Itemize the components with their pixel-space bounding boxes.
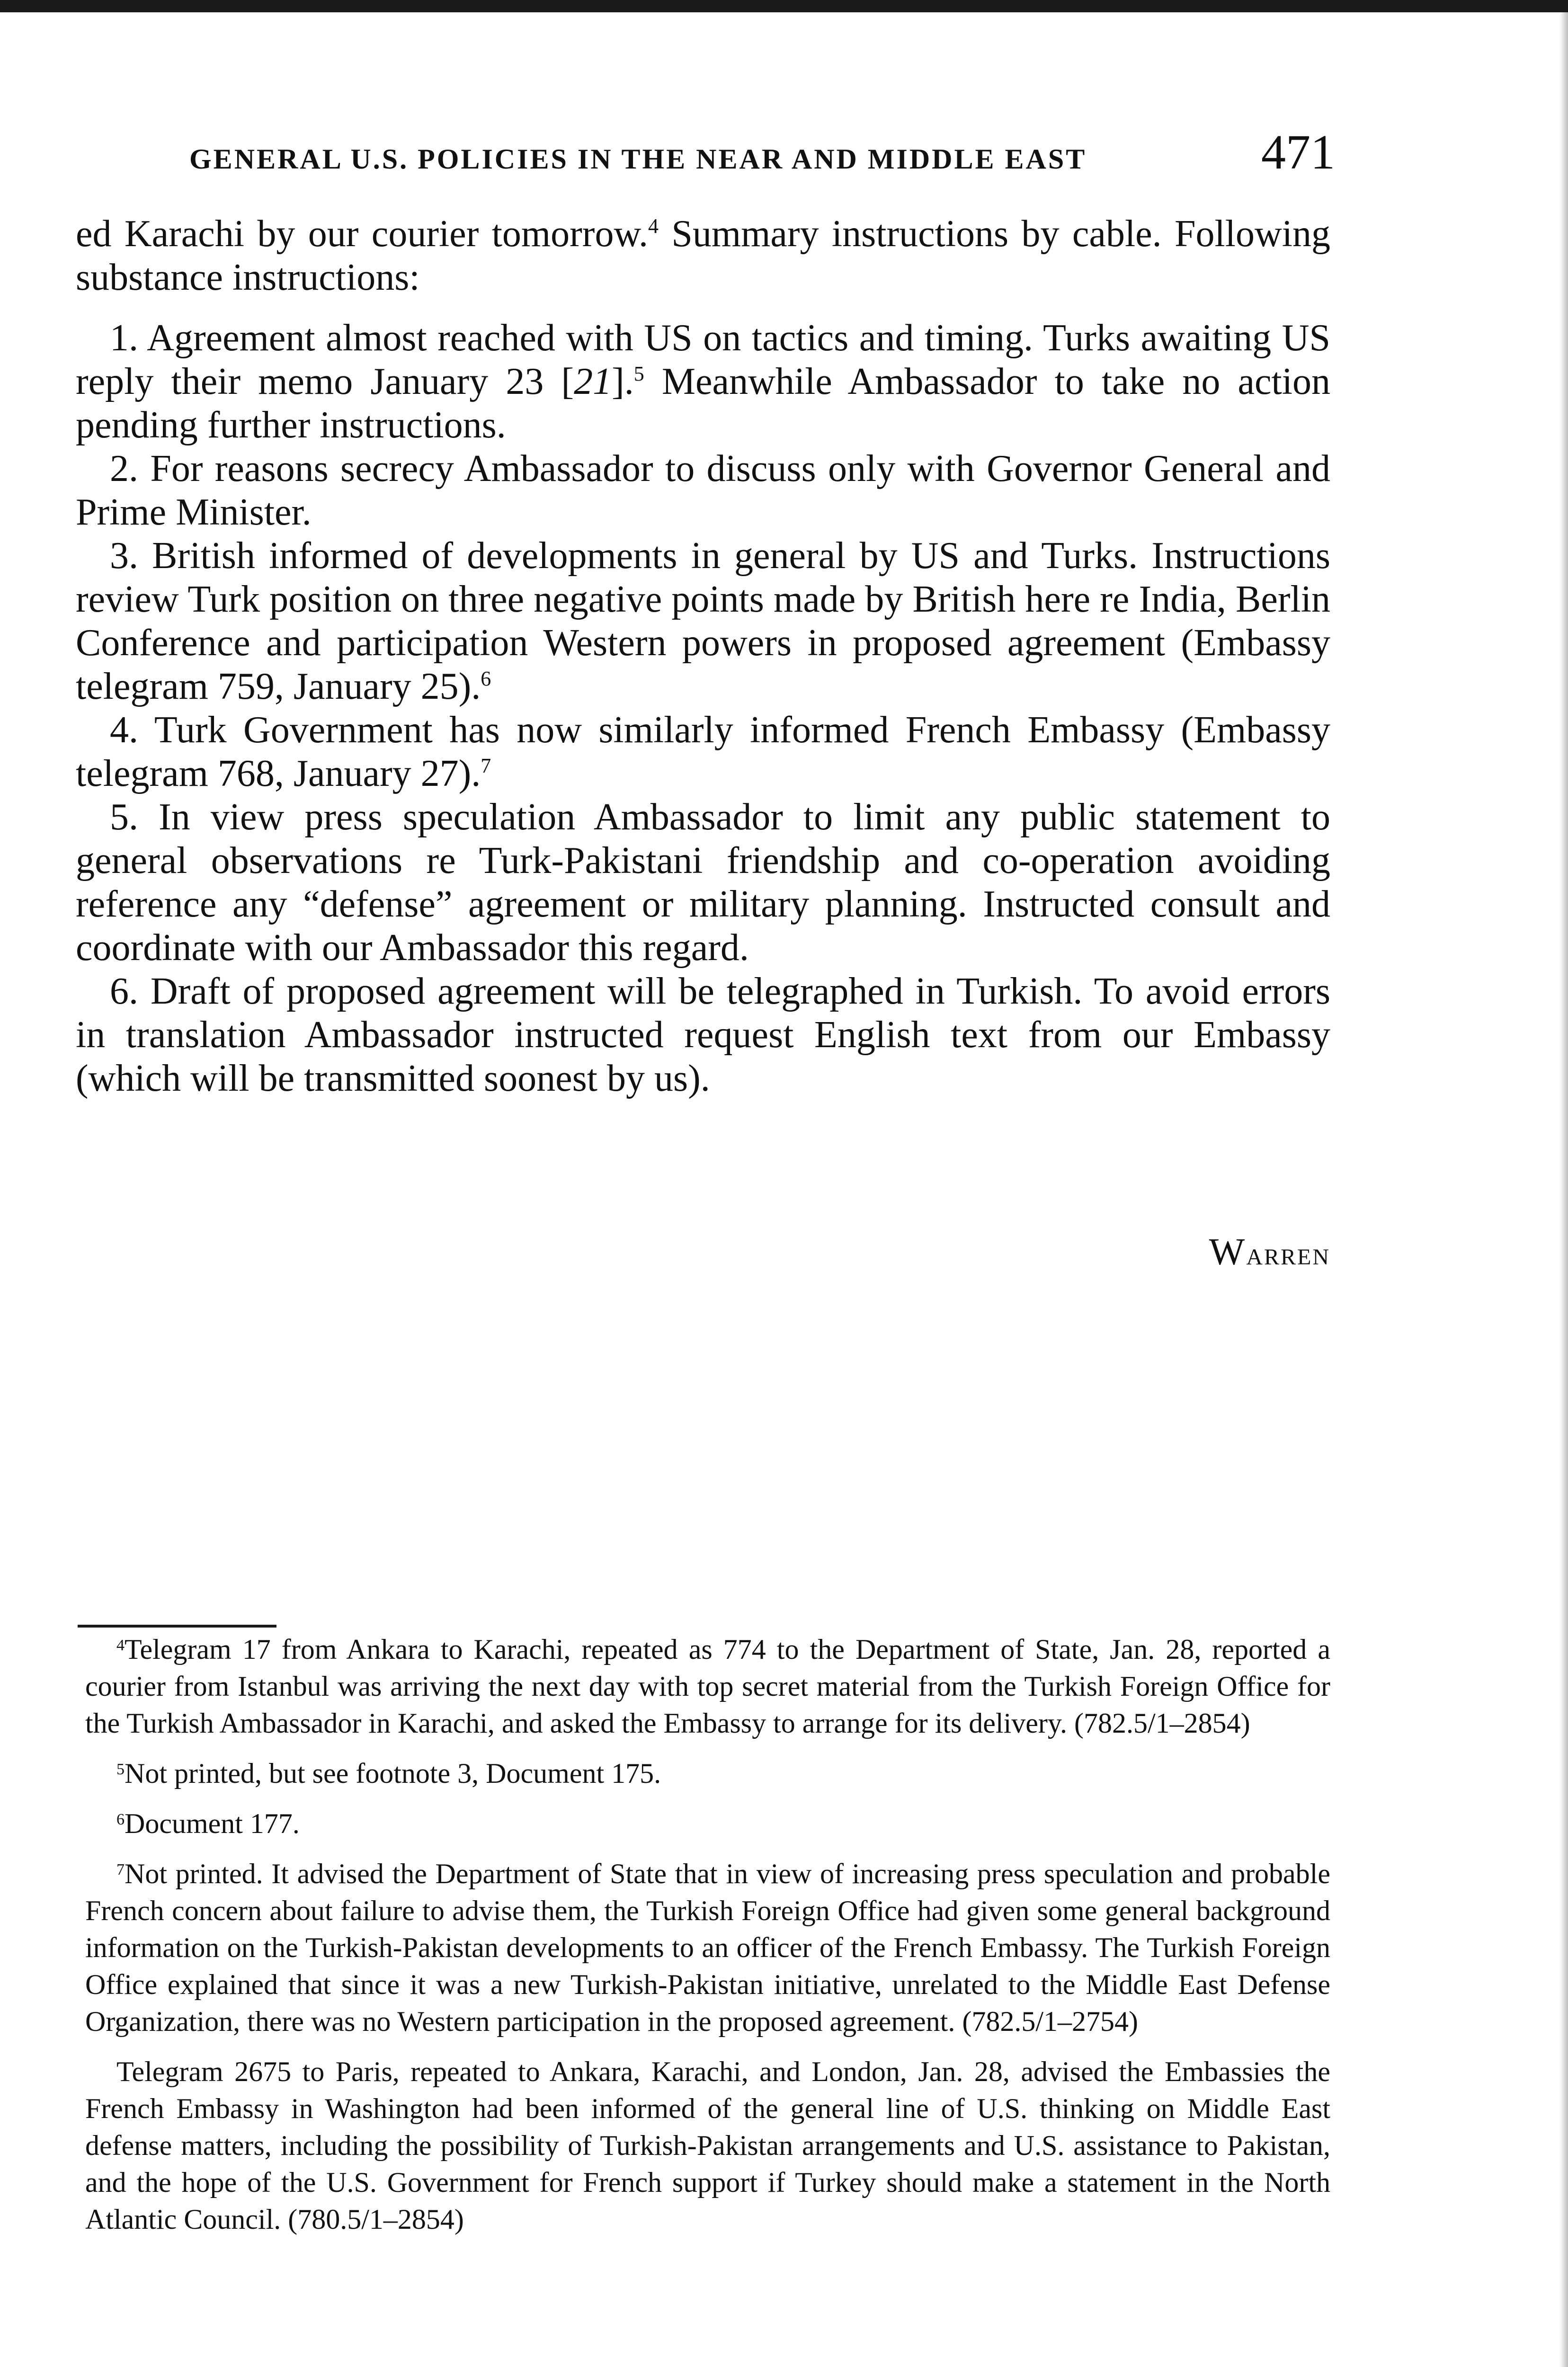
footnote-7-continuation: Telegram 2675 to Paris, repeated to Ankara, Karachi, and London, Jan. 28, advised the Embassies the French Embassy in Washington had been informed of the general line of U.S. thinking on Middle East defense matters, including the possibility of Turkish-Pakistan arrangements and U.S. assistance to Pakistan, and the hope of the U.S. Government for French support if Turkey should make a statement in the North Atlantic Council. (780.5/1–2854)	[85, 2056, 1330, 2235]
body-text	[76, 212, 1330, 1100]
footnote-ref-5[interactable]: 5	[633, 362, 644, 385]
footnote-ref-6[interactable]: 6	[481, 667, 491, 690]
instruction-item-4: 4. Turk Government has now similarly informed French Embassy (Embassy telegram 768, January 27).$^7$	[76, 709, 1330, 794]
lead-paragraph: ed Karachi by our courier tomorrow.$^4$ Summary instructions by cable. Following substance instructions:	[76, 213, 1330, 298]
footnote-ref-4[interactable]: 4	[648, 214, 659, 238]
footnote-divider	[78, 1625, 276, 1628]
page-edge-shadow	[1559, 12, 1568, 2367]
footnote-marker-7: 7	[116, 1861, 125, 1878]
page-number: 471	[1261, 125, 1335, 179]
instruction-item-5: 5. In view press speculation Ambassador to limit any public statement to general observations re Turk-Pakistani friendship and co-operation avoiding reference any “defense” agreement or military planning. Instructed consult and coordinate with our Ambassador this regard.	[76, 796, 1330, 969]
running-header	[189, 124, 1335, 180]
instruction-item-2: 2. For reasons secrecy Ambassador to discuss only with Governor General and Prime Minister.	[76, 448, 1330, 533]
footnote-marker-6: 6	[116, 1811, 125, 1828]
footnote-5: $^5$Not printed, but see footnote 3, Document 175.	[116, 1758, 661, 1789]
footnote-4: $^4$Telegram 17 from Ankara to Karachi, repeated as 774 to the Department of State, Jan. 28, reported a courier from Istanbul was arriving the next day with top secret material from the Turkish Foreign Office for the Turkish Ambassador in Karachi, and asked the Embassy to arrange for its delivery. (782.5/1–2854)	[85, 1634, 1330, 1739]
footnote-7: $^7$Not printed. It advised the Department of State that in view of increasing press speculation and probable French concern about failure to advise them, the Turkish Foreign Office had given some general background information on the Turkish-Pakistan developments to an officer of the French Embassy. The Turkish Foreign Office explained that since it was a new Turkish-Pakistan initiative, unrelated to the Middle East Defense Organization, there was no Western participation in the proposed agreement. (782.5/1–2754)	[85, 1858, 1330, 2037]
footnote-marker-5: 5	[116, 1761, 125, 1778]
footnote-ref-7[interactable]: 7	[481, 754, 491, 777]
signature: Warren	[1209, 1231, 1330, 1273]
document-page	[76, 0, 1335, 2367]
footnotes	[85, 1631, 1330, 2238]
footnote-marker-4: 4	[116, 1637, 125, 1654]
document-ref-21[interactable]: 21	[574, 361, 612, 402]
running-title: GENERAL U.S. POLICIES IN THE NEAR AND MIDDLE EAST	[189, 143, 1087, 175]
instruction-item-1: 1. Agreement almost reached with US on tactics and timing. Turks awaiting US reply their memo January 23 [21].$^5$ Meanwhile Ambassador to take no action pending further instructions.	[76, 317, 1330, 446]
instruction-item-6: 6. Draft of proposed agreement will be telegraphed in Turkish. To avoid errors in translation Ambassador instructed request English text from our Embassy (which will be transmitted soonest by us).	[76, 970, 1330, 1099]
footnote-6: $^6$Document 177.	[116, 1808, 300, 1839]
instruction-item-3: 3. British informed of developments in general by US and Turks. Instructions review Turk position on three negative points made by British here re India, Berlin Conference and participation Western powers in proposed agreement (Embassy telegram 759, January 25).$^6$	[76, 535, 1330, 707]
